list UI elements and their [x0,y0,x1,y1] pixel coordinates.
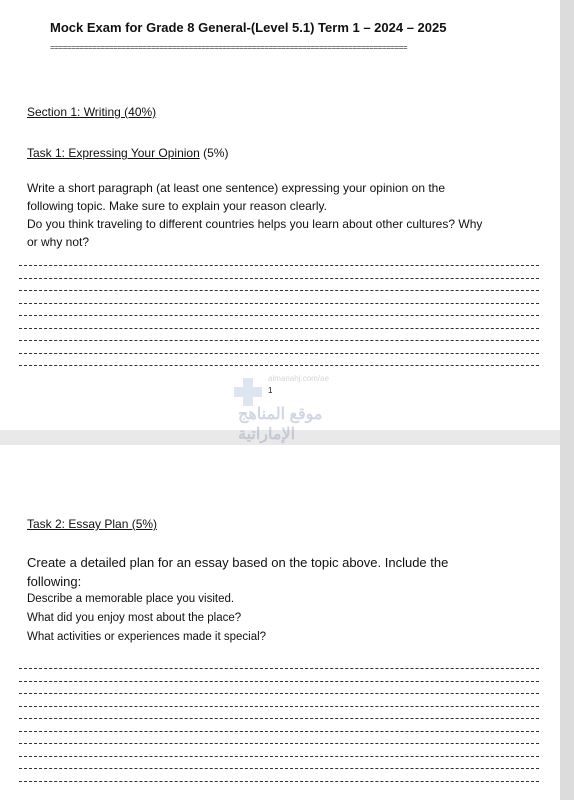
task-2-intro [27,553,537,591]
instruction-line: following topic. Make sure to explain your reason clearly. [27,199,327,213]
answer-line [19,328,539,329]
page-number: 1 [268,386,273,395]
answer-line [19,781,539,782]
window-edge [560,0,574,800]
task-2-heading [27,517,157,531]
answer-line [19,265,539,266]
answer-line [19,278,539,279]
answer-line [19,756,539,757]
answer-line [19,718,539,719]
plan-point: What did you enjoy most about the place? [27,612,242,624]
answer-line [19,731,539,732]
watermark-logo [228,370,358,443]
intro-line: following: [27,574,82,589]
answer-line [19,681,539,682]
answer-line [19,353,539,354]
watermark-text: موقع المناهج الإماراتية [238,406,323,443]
answer-lines-task-2[interactable] [19,668,539,793]
answer-line [19,303,539,304]
plan-point: What activities or experiences made it special? [27,631,267,643]
answer-line [19,668,539,669]
intro-line: Create a detailed plan for an essay based on the topic above. Include the [27,555,449,570]
task-2-title: Task 2: Essay Plan (5%) [27,517,158,531]
instruction-line: Do you think traveling to different countries helps you learn about other cultures? Why [27,217,483,231]
answer-line [19,706,539,707]
task-1-weight: (5%) [203,146,229,160]
answer-line [19,365,539,366]
instruction-line: Write a short paragraph (at least one sentence) expressing your opinion on the [27,181,446,195]
answer-line [19,340,539,341]
title-separator: ===================================================================================== [50,44,408,53]
answer-lines-task-1[interactable] [19,265,539,378]
task-1-instructions [27,179,537,251]
instruction-line: or why not? [27,235,90,249]
answer-line [19,315,539,316]
section-1-title: Section 1: Writing (40%) [27,105,157,119]
answer-line [19,693,539,694]
answer-line [19,290,539,291]
plan-point: Describe a memorable place you visited. [27,593,235,605]
answer-line [19,743,539,744]
task-1-heading [27,146,228,160]
plus-logo-icon [234,378,262,406]
exam-title: Mock Exam for Grade 8 General-(Level 5.1) Term 1 – 2024 – 2025 [50,20,447,35]
answer-line [19,768,539,769]
watermark-url: almanahj.com/ae [268,374,329,383]
task-1-title: Task 1: Expressing Your Opinion [27,146,200,160]
